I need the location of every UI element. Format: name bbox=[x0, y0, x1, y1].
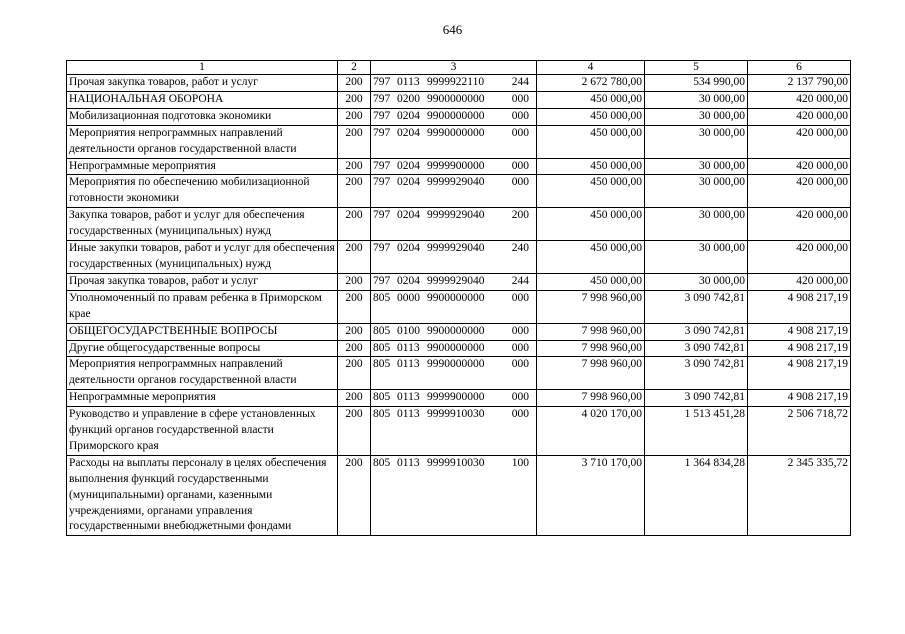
row-code-cell bbox=[371, 390, 537, 407]
code-section: 0200 bbox=[397, 92, 420, 105]
row-name-cell: Непрограммные мероприятия bbox=[67, 390, 338, 407]
row-col2-cell: 200 bbox=[338, 407, 371, 456]
table-row bbox=[67, 357, 851, 390]
code-ministry: 797 bbox=[373, 92, 391, 105]
row-code-cell bbox=[371, 455, 537, 536]
code-section: 0204 bbox=[397, 242, 420, 255]
row-col6-cell: 420 000,00 bbox=[748, 108, 851, 125]
row-code-cell bbox=[371, 125, 537, 158]
row-col4-cell: 450 000,00 bbox=[537, 91, 645, 108]
row-code-cell bbox=[371, 91, 537, 108]
code-target-article: 9999910030 bbox=[427, 408, 485, 421]
row-col4-cell: 450 000,00 bbox=[537, 108, 645, 125]
row-col2-cell: 200 bbox=[338, 108, 371, 125]
row-col2-cell: 200 bbox=[338, 241, 371, 274]
code-target-article: 9900000000 bbox=[427, 291, 485, 304]
code-target-article: 9990000000 bbox=[427, 126, 485, 139]
row-col5-cell: 3 090 742,81 bbox=[645, 357, 748, 390]
code-section: 0113 bbox=[397, 408, 420, 421]
row-col5-cell: 30 000,00 bbox=[645, 241, 748, 274]
table-row bbox=[67, 323, 851, 340]
code-expense-type: 000 bbox=[511, 159, 529, 172]
table-row bbox=[67, 455, 851, 536]
column-header: 3 bbox=[371, 61, 537, 75]
row-col5-cell: 3 090 742,81 bbox=[645, 390, 748, 407]
code-expense-type: 000 bbox=[511, 291, 529, 304]
row-col2-cell: 200 bbox=[338, 158, 371, 175]
row-col2-cell: 200 bbox=[338, 455, 371, 536]
code-target-article: 9999929040 bbox=[427, 176, 485, 189]
row-col5-cell: 1 513 451,28 bbox=[645, 407, 748, 456]
row-col6-cell: 4 908 217,19 bbox=[748, 323, 851, 340]
row-name-cell: Руководство и управление в сфере установленных функций органов государственной власти Приморского края bbox=[67, 407, 338, 456]
code-section: 0113 bbox=[397, 391, 420, 404]
row-col5-cell: 534 990,00 bbox=[645, 75, 748, 92]
code-expense-type: 000 bbox=[511, 341, 529, 354]
row-col6-cell: 4 908 217,19 bbox=[748, 290, 851, 323]
code-expense-type: 100 bbox=[511, 456, 529, 469]
row-name-cell: Мобилизационная подготовка экономики bbox=[67, 108, 338, 125]
row-name-cell: Закупка товаров, работ и услуг для обеспечения государственных (муниципальных) нужд bbox=[67, 208, 338, 241]
table-row bbox=[67, 75, 851, 92]
row-col6-cell: 420 000,00 bbox=[748, 125, 851, 158]
row-name-cell: Иные закупки товаров, работ и услуг для обеспечения государственных (муниципальных) нужд bbox=[67, 241, 338, 274]
row-col6-cell: 420 000,00 bbox=[748, 273, 851, 290]
row-col6-cell: 420 000,00 bbox=[748, 241, 851, 274]
code-section: 0204 bbox=[397, 209, 420, 222]
table-row bbox=[67, 208, 851, 241]
row-col6-cell: 2 137 790,00 bbox=[748, 75, 851, 92]
code-expense-type: 000 bbox=[511, 358, 529, 371]
code-expense-type: 244 bbox=[511, 274, 529, 287]
row-code-cell bbox=[371, 273, 537, 290]
code-ministry: 805 bbox=[373, 456, 391, 469]
row-col6-cell: 2 506 718,72 bbox=[748, 407, 851, 456]
row-code-cell bbox=[371, 241, 537, 274]
code-ministry: 797 bbox=[373, 274, 391, 287]
row-col6-cell: 420 000,00 bbox=[748, 208, 851, 241]
row-name-cell: Мероприятия непрограммных направлений деятельности органов государственной власти bbox=[67, 357, 338, 390]
table-row bbox=[67, 340, 851, 357]
table-row bbox=[67, 407, 851, 456]
row-col4-cell: 450 000,00 bbox=[537, 175, 645, 208]
code-expense-type: 240 bbox=[511, 242, 529, 255]
row-code-cell bbox=[371, 323, 537, 340]
code-expense-type: 000 bbox=[511, 126, 529, 139]
row-name-cell: Прочая закупка товаров, работ и услуг bbox=[67, 75, 338, 92]
code-target-article: 9999929040 bbox=[427, 274, 485, 287]
code-target-article: 9900000000 bbox=[427, 324, 485, 337]
code-expense-type: 200 bbox=[511, 209, 529, 222]
code-section: 0113 bbox=[397, 76, 420, 88]
code-target-article: 9990000000 bbox=[427, 358, 485, 371]
code-target-article: 9999900000 bbox=[427, 391, 485, 404]
code-expense-type: 000 bbox=[511, 324, 529, 337]
code-section: 0000 bbox=[397, 291, 420, 304]
row-col2-cell: 200 bbox=[338, 357, 371, 390]
row-col4-cell: 7 998 960,00 bbox=[537, 323, 645, 340]
code-expense-type: 000 bbox=[511, 176, 529, 189]
code-section: 0204 bbox=[397, 159, 420, 172]
code-section: 0204 bbox=[397, 274, 420, 287]
code-expense-type: 000 bbox=[511, 408, 529, 421]
row-col4-cell: 450 000,00 bbox=[537, 273, 645, 290]
column-header: 2 bbox=[338, 61, 371, 75]
row-code-cell bbox=[371, 340, 537, 357]
row-col4-cell: 7 998 960,00 bbox=[537, 290, 645, 323]
row-col6-cell: 420 000,00 bbox=[748, 158, 851, 175]
row-col5-cell: 30 000,00 bbox=[645, 91, 748, 108]
table-row bbox=[67, 158, 851, 175]
row-col4-cell: 450 000,00 bbox=[537, 241, 645, 274]
row-col5-cell: 30 000,00 bbox=[645, 125, 748, 158]
row-code-cell bbox=[371, 357, 537, 390]
row-col2-cell: 200 bbox=[338, 175, 371, 208]
code-ministry: 797 bbox=[373, 109, 391, 122]
row-name-cell: Непрограммные мероприятия bbox=[67, 158, 338, 175]
code-ministry: 797 bbox=[373, 76, 391, 88]
code-target-article: 9999922110 bbox=[427, 76, 485, 88]
code-ministry: 805 bbox=[373, 391, 391, 404]
code-ministry: 805 bbox=[373, 291, 391, 304]
row-name-cell: Прочая закупка товаров, работ и услуг bbox=[67, 273, 338, 290]
row-col4-cell: 450 000,00 bbox=[537, 208, 645, 241]
code-target-article: 9900000000 bbox=[427, 341, 485, 354]
row-code-cell bbox=[371, 158, 537, 175]
code-ministry: 797 bbox=[373, 242, 391, 255]
row-col2-cell: 200 bbox=[338, 290, 371, 323]
code-expense-type: 244 bbox=[511, 76, 529, 88]
row-col4-cell: 3 710 170,00 bbox=[537, 455, 645, 536]
code-ministry: 805 bbox=[373, 324, 391, 337]
row-code-cell bbox=[371, 108, 537, 125]
column-header: 1 bbox=[67, 61, 338, 75]
page-number: 646 bbox=[442, 22, 463, 37]
row-col2-cell: 200 bbox=[338, 273, 371, 290]
row-col6-cell: 2 345 335,72 bbox=[748, 455, 851, 536]
budget-table bbox=[66, 60, 851, 536]
column-header: 6 bbox=[748, 61, 851, 75]
code-ministry: 805 bbox=[373, 408, 391, 421]
code-target-article: 9900000000 bbox=[427, 109, 485, 122]
code-expense-type: 000 bbox=[511, 92, 529, 105]
row-col2-cell: 200 bbox=[338, 323, 371, 340]
row-name-cell: НАЦИОНАЛЬНАЯ ОБОРОНА bbox=[67, 91, 338, 108]
row-name-cell: Уполномоченный по правам ребенка в Приморском крае bbox=[67, 290, 338, 323]
code-section: 0204 bbox=[397, 176, 420, 189]
code-target-article: 9999929040 bbox=[427, 209, 485, 222]
code-ministry: 805 bbox=[373, 341, 391, 354]
row-name-cell: ОБЩЕГОСУДАРСТВЕННЫЕ ВОПРОСЫ bbox=[67, 323, 338, 340]
row-col5-cell: 3 090 742,81 bbox=[645, 323, 748, 340]
column-header: 4 bbox=[537, 61, 645, 75]
row-name-cell: Расходы на выплаты персоналу в целях обеспечения выполнения функций государственными (муниципальными) органами, казенными учреждениями, органами управления государственными внебюджетными фондами bbox=[67, 455, 338, 536]
table-row bbox=[67, 241, 851, 274]
row-col6-cell: 4 908 217,19 bbox=[748, 390, 851, 407]
code-section: 0204 bbox=[397, 109, 420, 122]
code-section: 0204 bbox=[397, 126, 420, 139]
row-col5-cell: 1 364 834,28 bbox=[645, 455, 748, 536]
code-section: 0113 bbox=[397, 358, 420, 371]
row-col4-cell: 450 000,00 bbox=[537, 158, 645, 175]
code-target-article: 9999929040 bbox=[427, 242, 485, 255]
code-ministry: 797 bbox=[373, 176, 391, 189]
code-target-article: 9999900000 bbox=[427, 159, 485, 172]
code-section: 0113 bbox=[397, 341, 420, 354]
row-col6-cell: 420 000,00 bbox=[748, 175, 851, 208]
row-col4-cell: 7 998 960,00 bbox=[537, 390, 645, 407]
row-code-cell bbox=[371, 175, 537, 208]
row-col6-cell: 4 908 217,19 bbox=[748, 357, 851, 390]
row-code-cell bbox=[371, 407, 537, 456]
table-header-row bbox=[67, 61, 851, 75]
row-col5-cell: 30 000,00 bbox=[645, 273, 748, 290]
row-col5-cell: 30 000,00 bbox=[645, 208, 748, 241]
code-expense-type: 000 bbox=[511, 109, 529, 122]
row-col5-cell: 30 000,00 bbox=[645, 158, 748, 175]
table-row bbox=[67, 108, 851, 125]
row-col2-cell: 200 bbox=[338, 208, 371, 241]
code-ministry: 805 bbox=[373, 358, 391, 371]
code-ministry: 797 bbox=[373, 159, 391, 172]
table-row bbox=[67, 390, 851, 407]
row-code-cell bbox=[371, 75, 537, 92]
row-col2-cell: 200 bbox=[338, 91, 371, 108]
row-name-cell: Мероприятия непрограммных направлений деятельности органов государственной власти bbox=[67, 125, 338, 158]
code-ministry: 797 bbox=[373, 126, 391, 139]
table-row bbox=[67, 125, 851, 158]
row-code-cell bbox=[371, 208, 537, 241]
code-target-article: 9900000000 bbox=[427, 92, 485, 105]
table-body bbox=[67, 75, 851, 536]
code-section: 0113 bbox=[397, 456, 420, 469]
table-row bbox=[67, 290, 851, 323]
table-row bbox=[67, 91, 851, 108]
row-col5-cell: 3 090 742,81 bbox=[645, 340, 748, 357]
table-row bbox=[67, 273, 851, 290]
row-name-cell: Другие общегосударственные вопросы bbox=[67, 340, 338, 357]
code-ministry: 797 bbox=[373, 209, 391, 222]
row-col2-cell: 200 bbox=[338, 75, 371, 92]
row-col6-cell: 4 908 217,19 bbox=[748, 340, 851, 357]
row-col5-cell: 30 000,00 bbox=[645, 175, 748, 208]
code-section: 0100 bbox=[397, 324, 420, 337]
row-col4-cell: 7 998 960,00 bbox=[537, 340, 645, 357]
row-col2-cell: 200 bbox=[338, 390, 371, 407]
row-col6-cell: 420 000,00 bbox=[748, 91, 851, 108]
row-col5-cell: 3 090 742,81 bbox=[645, 290, 748, 323]
row-name-cell: Мероприятия по обеспечению мобилизационной готовности экономики bbox=[67, 175, 338, 208]
code-target-article: 9999910030 bbox=[427, 456, 485, 469]
row-code-cell bbox=[371, 290, 537, 323]
table-row bbox=[67, 175, 851, 208]
row-col2-cell: 200 bbox=[338, 340, 371, 357]
row-col5-cell: 30 000,00 bbox=[645, 108, 748, 125]
column-header: 5 bbox=[645, 61, 748, 75]
row-col4-cell: 4 020 170,00 bbox=[537, 407, 645, 456]
code-expense-type: 000 bbox=[511, 391, 529, 404]
row-col2-cell: 200 bbox=[338, 125, 371, 158]
row-col4-cell: 450 000,00 bbox=[537, 125, 645, 158]
row-col4-cell: 2 672 780,00 bbox=[537, 75, 645, 92]
row-col4-cell: 7 998 960,00 bbox=[537, 357, 645, 390]
